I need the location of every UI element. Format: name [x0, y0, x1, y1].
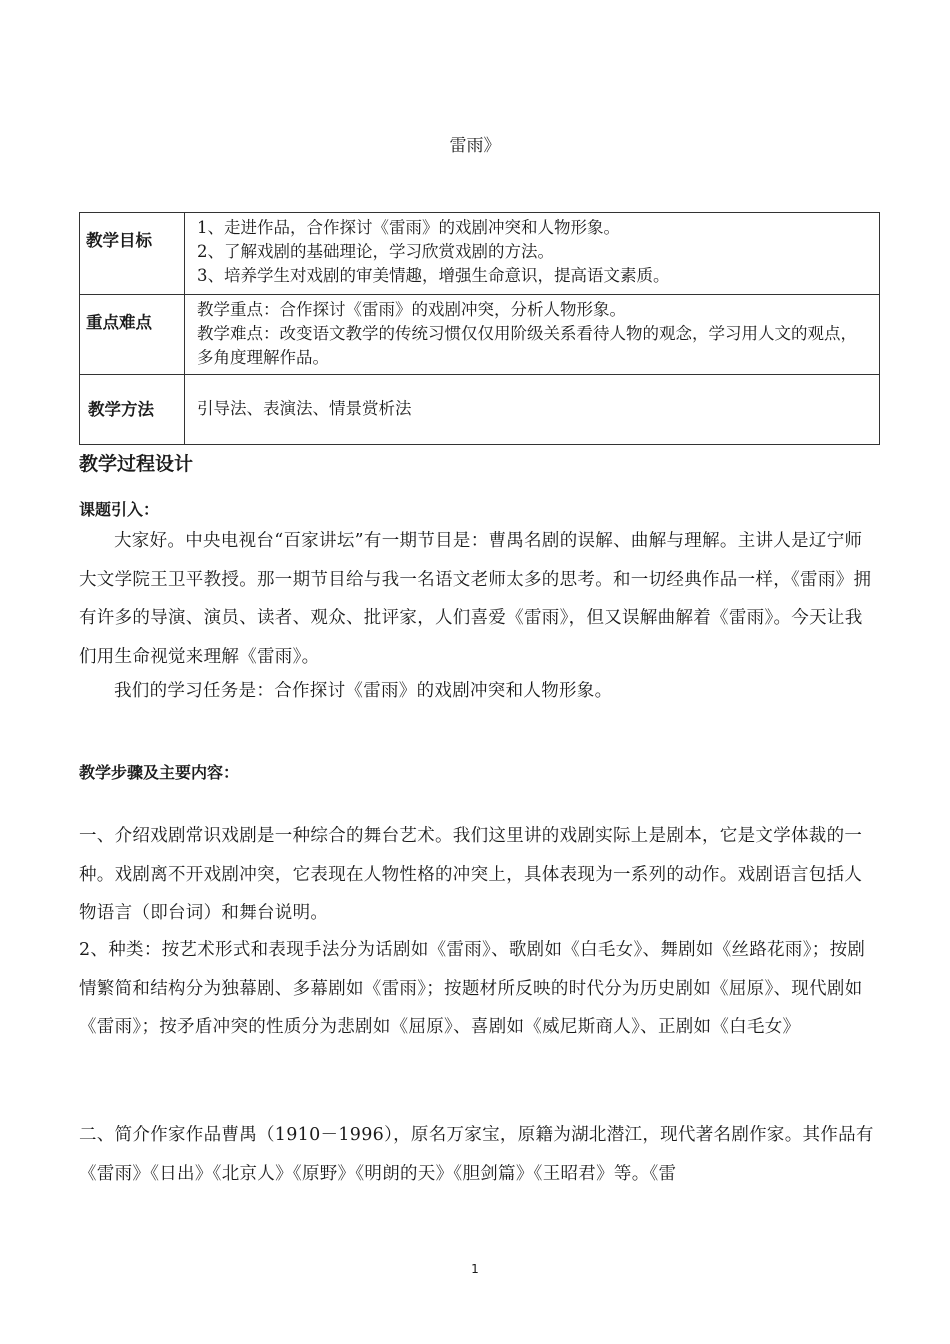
objective-line: 1、走进作品，合作探讨《雷雨》的戏剧冲突和人物形象。 — [197, 218, 620, 237]
section-heading: 教学过程设计 — [79, 453, 194, 475]
row-content-objectives — [185, 213, 880, 295]
row-label-objectives: 教学目标 — [80, 213, 185, 295]
task-paragraph: 我们的学习任务是：合作探讨《雷雨》的戏剧冲突和人物形象。 — [114, 681, 613, 701]
table-row — [80, 213, 880, 295]
steps-heading: 教学步骤及主要内容： — [79, 763, 240, 782]
lesson-plan-table — [79, 212, 880, 445]
row-label-key-points: 重点难点 — [80, 295, 185, 375]
step2-paragraph: 二、简介作家作品曹禺（1910－1996），原名万家宝，原籍为湖北潜江，现代著名剧作家。其作品有《雷雨》《日出》《北京人》《原野》《明朗的天》《胆剑篇》《王昭君》等。《雷 — [79, 1125, 874, 1184]
intro-paragraph: 大家好。中央电视台“百家讲坛”有一期节目是：曹禺名剧的误解、曲解与理解。主讲人是辽宁师大文学院王卫平教授。那一期节目给与我一名语文老师太多的思考。和一切经典作品一样，《雷雨》拥有许多的导演、演员、读者、观众、批评家，人们喜爱《雷雨》，但又误解曲解着《雷雨》。今天让我们用生命视觉来理解《雷雨》。 — [79, 531, 872, 667]
intro-heading: 课题引入： — [79, 500, 160, 519]
key-point-line: 教学重点：合作探讨《雷雨》的戏剧冲突，分析人物形象。 — [197, 300, 626, 319]
step1-paragraph: 一、介绍戏剧常识戏剧是一种综合的舞台艺术。我们这里讲的戏剧实际上是剧本，它是文学体裁的一种。戏剧离不开戏剧冲突，它表现在人物性格的冲突上，具体表现为一系列的动作。戏剧语言包括人物语言（即台词）和舞台说明。 — [79, 826, 863, 923]
row-label-methods: 教学方法 — [80, 375, 185, 445]
page-number: 1 — [471, 1262, 479, 1276]
objective-line: 3、培养学生对戏剧的审美情趣，增强生命意识，提高语文素质。 — [197, 266, 670, 285]
row-content-methods: 引导法、表演法、情景赏析法 — [185, 375, 880, 445]
document-title: 雷雨》 — [449, 136, 501, 156]
row-content-key-points — [185, 295, 880, 375]
objective-line: 2、了解戏剧的基础理论，学习欣赏戏剧的方法。 — [197, 242, 554, 261]
key-point-line: 教学难点：改变语文教学的传统习惯仅仅用阶级关系看待人物的观念，学习用人文的观点，多角度理解作品。 — [197, 324, 857, 367]
table-row — [80, 295, 880, 375]
step1b-paragraph: 2、种类：按艺术形式和表现手法分为话剧如《雷雨》、歌剧如《白毛女》、舞剧如《丝路花雨》；按剧情繁简和结构分为独幕剧、多幕剧如《雷雨》；按题材所反映的时代分为历史剧如《屈原》、现代剧如《雷雨》；按矛盾冲突的性质分为悲剧如《屈原》、喜剧如《威尼斯商人》、正剧如《白毛女》 — [79, 940, 866, 1037]
table-row — [80, 375, 880, 445]
